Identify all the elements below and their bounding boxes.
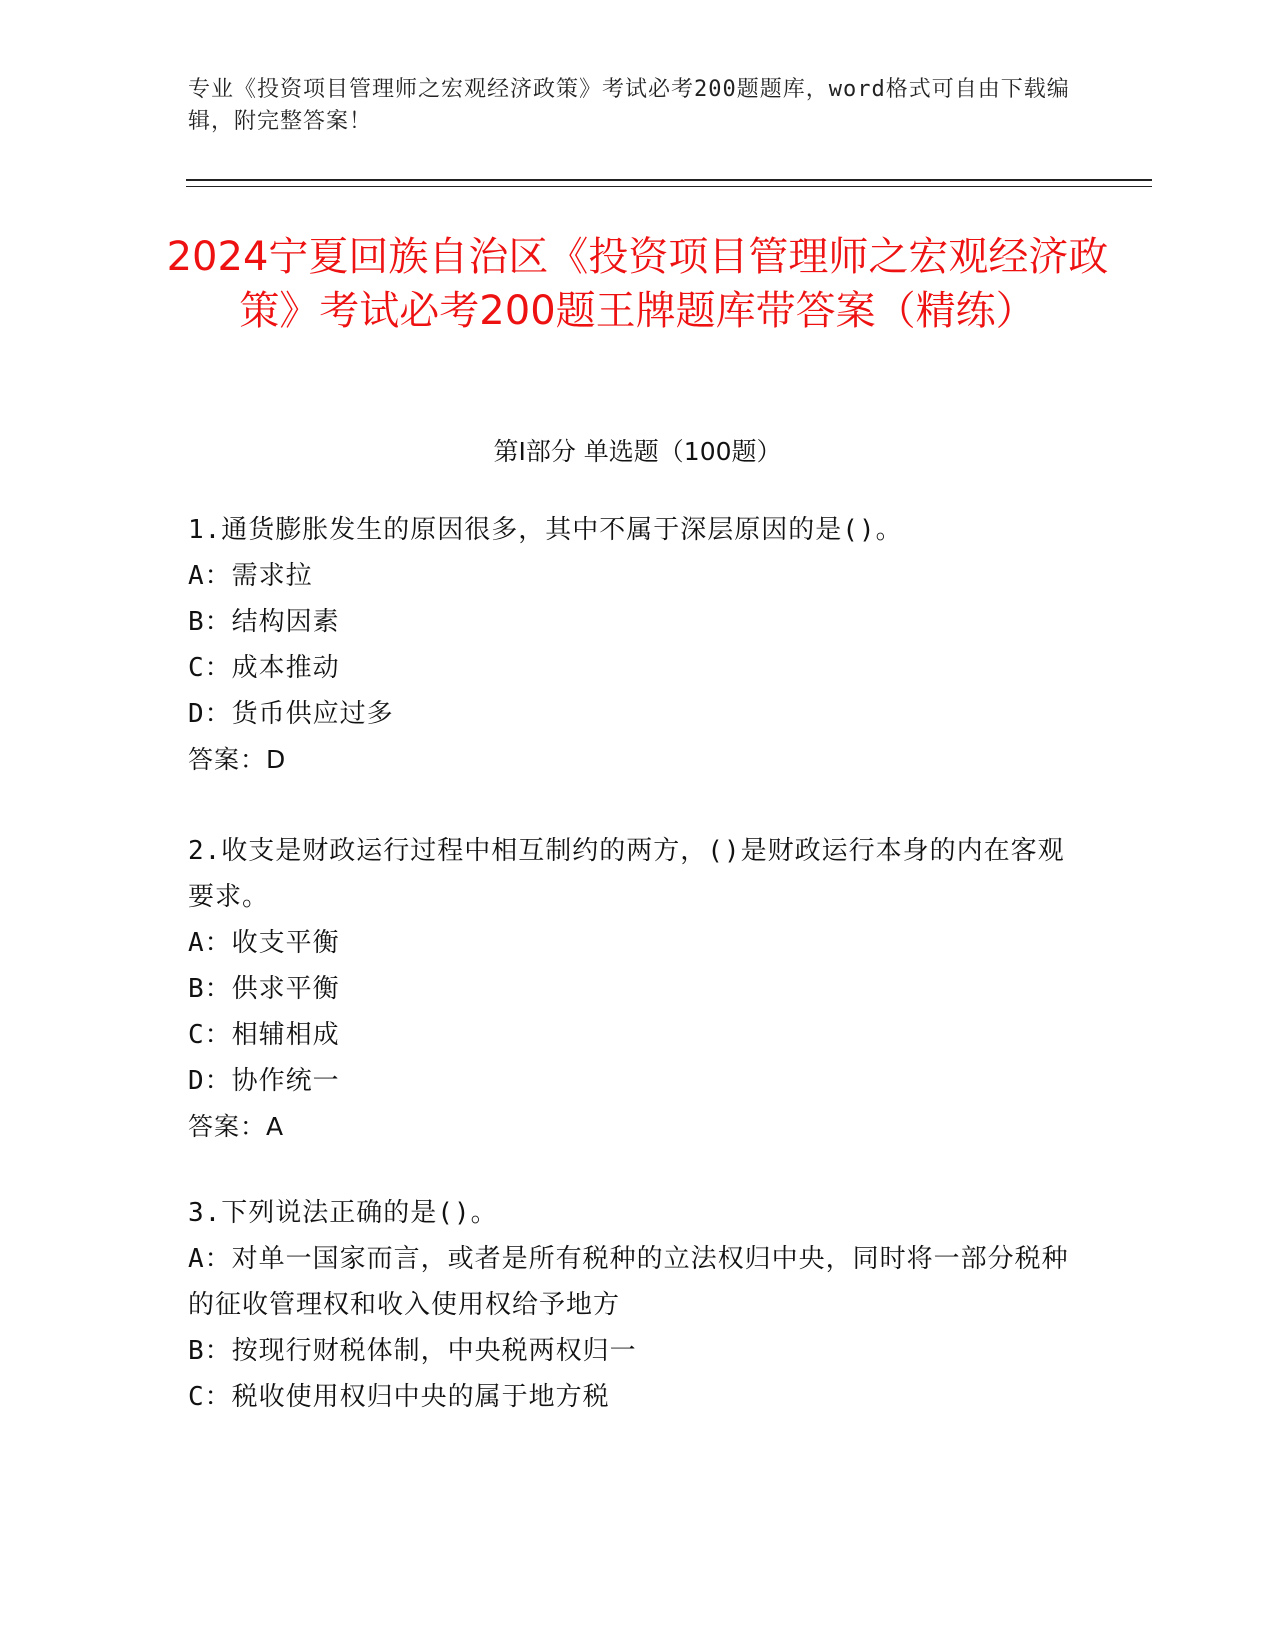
option-c: C：相辅相成 bbox=[188, 1020, 340, 1050]
option-a: A：收支平衡 bbox=[188, 928, 340, 958]
question-stem: 2.收支是财政运行过程中相互制约的两方，()是财政运行本身的内在客观要求。 bbox=[188, 836, 1065, 912]
header-divider-thin bbox=[186, 186, 1152, 187]
question-stem: 3.下列说法正确的是()。 bbox=[188, 1198, 498, 1228]
option-a: A：对单一国家而言，或者是所有税种的立法权归中央，同时将一部分税种的征收管理权和收入使用权给予地方 bbox=[188, 1244, 1069, 1320]
answer-line: 答案：A bbox=[188, 1112, 285, 1141]
option-b: B：供求平衡 bbox=[188, 974, 340, 1004]
option-c: C：税收使用权归中央的属于地方税 bbox=[188, 1382, 610, 1412]
option-b: B：按现行财税体制，中央税两权归一 bbox=[188, 1336, 637, 1366]
option-d: D：货币供应过多 bbox=[188, 699, 394, 729]
header-note: 专业《投资项目管理师之宏观经济政策》考试必考200题题库，word格式可自由下载编辑，附完整答案！ bbox=[188, 77, 1070, 134]
question-3 bbox=[188, 1190, 1088, 1420]
answer-line: 答案：D bbox=[188, 745, 287, 774]
option-c: C：成本推动 bbox=[188, 653, 340, 683]
option-b: B：结构因素 bbox=[188, 607, 340, 637]
section-heading: 第I部分 单选题（100题） bbox=[493, 437, 782, 466]
question-stem: 1.通货膨胀发生的原因很多，其中不属于深层原因的是()。 bbox=[188, 515, 903, 545]
header-divider-thick bbox=[186, 179, 1152, 181]
question-2 bbox=[188, 828, 1088, 1150]
question-1 bbox=[188, 507, 1088, 783]
option-d: D：协作统一 bbox=[188, 1066, 340, 1096]
document-title: 2024宁夏回族自治区《投资项目管理师之宏观经济政策》考试必考200题王牌题库带答案（精练） bbox=[166, 234, 1109, 334]
option-a: A：需求拉 bbox=[188, 561, 313, 591]
